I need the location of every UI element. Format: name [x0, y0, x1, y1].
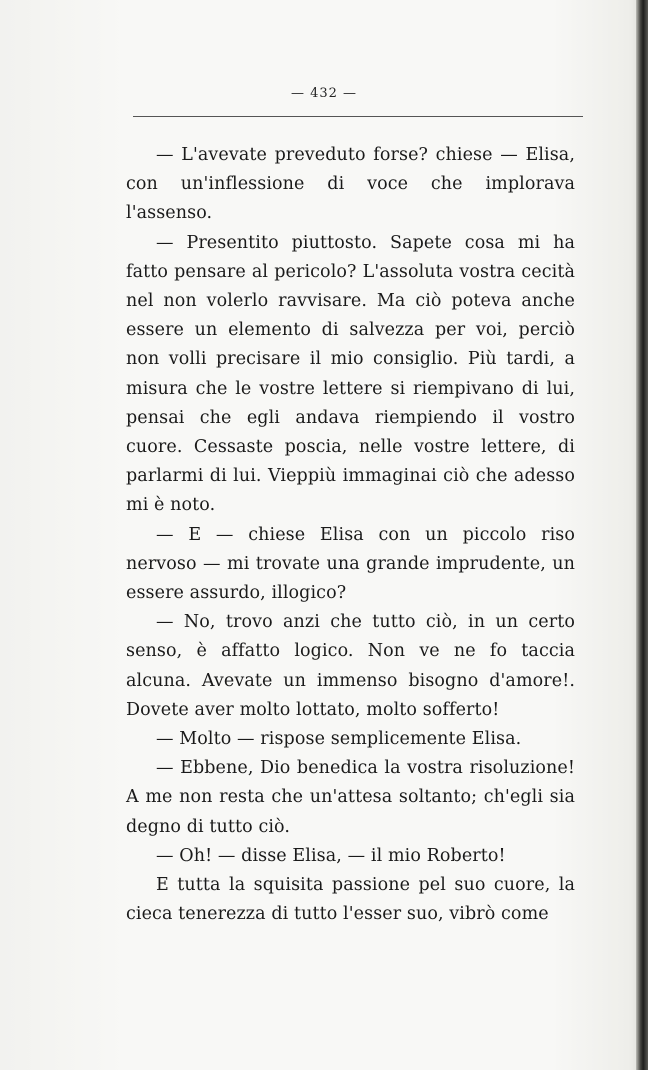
body-text — [126, 141, 575, 929]
paragraph: — L'avevate preveduto forse? chiese — Elisa, con un'inflessione di voce che implorava l'assenso. — [126, 145, 575, 224]
paragraph: — No, trovo anzi che tutto ciò, in un certo senso, è affatto logico. Non ve ne fo taccia alcuna. Avevate un immenso bisogno d'amore!. Dovete aver molto lottato, molto sofferto! — [126, 612, 575, 720]
paragraph: — Presentito piuttosto. Sapete cosa mi ha fatto pensare al pericolo? L'assoluta vostra cecità nel non volerlo ravvisare. Ma ciò poteva anche essere un elemento di salvezza per voi, perciò non volli precisare il mio consiglio. Più tardi, a misura che le vostre lettere si riempivano di lui, pensai che egli andava riempiendo il vostro cuore. Cessaste poscia, nelle vostre lettere, di parlarmi di lui. Vieppiù immaginai ciò che adesso mi è noto. — [126, 232, 575, 516]
page-number: — 432 — — [290, 86, 358, 101]
header-rule — [133, 116, 583, 117]
paragraph: — E — chiese Elisa con un piccolo riso nervoso — mi trovate una grande imprudente, un essere assurdo, illogico? — [126, 524, 575, 604]
paragraph: — Ebbene, Dio benedica la vostra risoluzione! A me non resta che un'attesa soltanto; ch'egli sia degno di tutto ciò. — [126, 758, 575, 837]
paragraph: E tutta la squisita passione pel suo cuore, la cieca tenerezza di tutto l'esser suo, vibrò come — [126, 875, 575, 925]
book-spine-edge — [636, 0, 648, 1070]
paragraph: — Molto — rispose semplicemente Elisa. — [156, 729, 522, 750]
paragraph: — Oh! — disse Elisa, — il mio Roberto! — [156, 845, 506, 866]
